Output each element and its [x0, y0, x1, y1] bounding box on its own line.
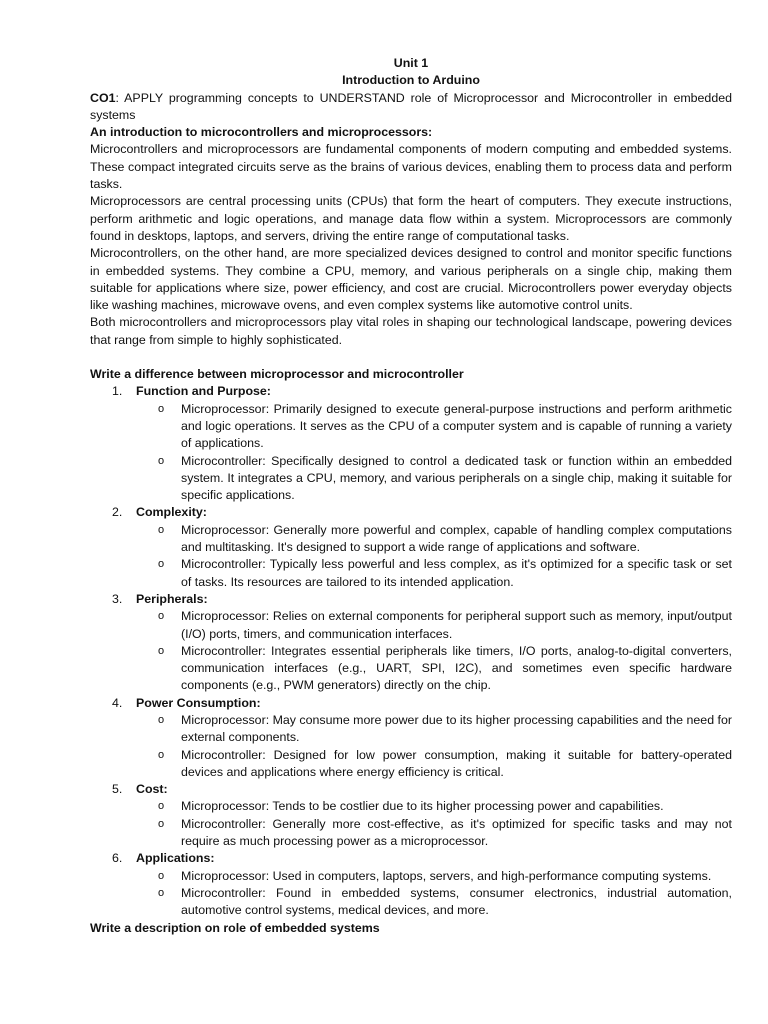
sub-list-item: [136, 885, 732, 920]
difference-list: [90, 383, 732, 919]
list-number: 5.: [112, 782, 123, 797]
sub-list-item: [136, 747, 732, 782]
sub-list-text: Microcontroller: Found in embedded systems, consumer electronics, industrial automation, automotive control systems, medical devices, and more.: [181, 885, 732, 918]
list-item-title: Complexity:: [136, 505, 207, 520]
sub-list-text: Microcontroller: Integrates essential peripherals like timers, I/O ports, analog-to-digital converters, communication interfaces (e.g., UART, SPI, I2C), and sometimes even specific hardware components (e.g., PWM generators) directly on the chip.: [181, 643, 732, 693]
sub-list-text: Microcontroller: Typically less powerful and less complex, as it's optimized for a specific task or set of tasks. Its resources are tailored to its intended application.: [181, 557, 732, 589]
difference-heading: Write a difference between microprocessor and microcontroller: [90, 367, 464, 382]
sub-list-text: Microcontroller: Specifically designed to control a dedicated task or function within an embedded system. It integrates a CPU, memory, and various peripherals on a single chip, making it suitable for specific applications.: [181, 453, 732, 503]
intro-heading: An introduction to microcontrollers and microprocessors:: [90, 125, 433, 140]
embedded-systems-heading: Write a description on role of embedded systems: [90, 920, 380, 935]
sub-list: [136, 522, 732, 591]
list-item-title: Applications:: [136, 851, 215, 866]
list-item-title: Function and Purpose:: [136, 384, 271, 399]
intro-paragraph: Microcontrollers, on the other hand, are more specialized devices designed to control and monitor specific functions in embedded systems. They combine a CPU, memory, and various peripherals on a single chip, making them suitable for applications where size, power efficiency, and cost are crucial. Microcontrollers power everyday objects like washing machines, microwave ovens, and even complex systems like automotive control units.: [90, 246, 732, 313]
bullet-icon: o: [158, 610, 165, 623]
list-number: 1.: [112, 384, 123, 399]
sub-list-text: Microprocessor: May consume more power due to its higher processing capabilities and the need for external components.: [181, 712, 732, 745]
list-item: [90, 383, 732, 504]
sub-list-text: Microprocessor: Generally more powerful and complex, capable of handling complex computations and multitasking. It's designed to support a wide range of applications and software.: [181, 522, 732, 555]
sub-list-item: [136, 453, 732, 505]
sub-list-text: Microprocessor: Tends to be costlier due to its higher processing power and capabilities.: [181, 799, 664, 814]
bullet-icon: o: [158, 558, 165, 571]
sub-list: [136, 798, 732, 850]
sub-list-text: Microprocessor: Used in computers, laptops, servers, and high-performance computing systems.: [181, 868, 712, 883]
intro-paragraph: Both microcontrollers and microprocessors play vital roles in shaping our technological landscape, powering devices that range from simple to highly sophisticated.: [90, 315, 732, 347]
sub-list-item: [136, 816, 732, 851]
bullet-icon: o: [158, 523, 165, 536]
sub-list: [136, 401, 732, 505]
sub-list-item: [136, 401, 732, 453]
bullet-icon: o: [158, 454, 165, 467]
sub-list: [136, 608, 732, 694]
list-item: [90, 591, 732, 695]
list-item-title: Cost:: [136, 782, 168, 797]
sub-list-item: [136, 556, 732, 591]
list-item-title: Power Consumption:: [136, 695, 261, 710]
sub-list-item: [136, 643, 732, 695]
sub-list: [136, 712, 732, 781]
bullet-icon: o: [158, 817, 165, 830]
list-number: 6.: [112, 851, 123, 866]
spacer: [90, 349, 732, 366]
bullet-icon: o: [158, 644, 165, 657]
sub-list-item: [136, 712, 732, 747]
sub-list-text: Microprocessor: Relies on external components for peripheral support such as memory, input/output (I/O) ports, timers, and communication interfaces.: [181, 609, 732, 641]
sub-list-item: [136, 868, 732, 885]
intro-paragraph: Microcontrollers and microprocessors are fundamental components of modern computing and embedded systems. These compact integrated circuits serve as the brains of various devices, enabling them to process data and perform tasks.: [90, 142, 732, 192]
bullet-icon: o: [158, 402, 165, 415]
sub-list-text: Microcontroller: Designed for low power consumption, making it suitable for battery-operated devices and applications where energy efficiency is critical.: [181, 747, 732, 779]
list-number: 3.: [112, 591, 123, 606]
bullet-icon: o: [158, 800, 165, 813]
bullet-icon: o: [158, 748, 165, 761]
list-number: 2.: [112, 505, 123, 520]
course-outcome: [90, 90, 732, 125]
bullet-icon: o: [158, 869, 165, 882]
bullet-icon: o: [158, 886, 165, 899]
list-item: [90, 850, 732, 919]
sub-list-text: Microprocessor: Primarily designed to execute general-purpose instructions and perform arithmetic and logic operations. It serves as the CPU of a computer system and is capable of running a variety of applications.: [181, 401, 732, 451]
list-item: [90, 695, 732, 781]
sub-list-item: [136, 522, 732, 557]
sub-list-item: [136, 798, 732, 815]
page-title: Introduction to Arduino: [342, 73, 480, 88]
list-item-title: Peripherals:: [136, 591, 208, 606]
list-item: [90, 504, 732, 590]
sub-list: [136, 868, 732, 920]
list-number: 4.: [112, 695, 123, 710]
sub-list-text: Microcontroller: Generally more cost-effective, as it's optimized for specific tasks and may not require as much processing power as a microprocessor.: [181, 816, 732, 849]
course-outcome-text: : APPLY programming concepts to UNDERSTAND role of Microprocessor and Microcontroller in embedded systems: [90, 90, 732, 122]
bullet-icon: o: [158, 713, 165, 726]
unit-label: Unit 1: [393, 56, 429, 70]
intro-paragraph: Microprocessors are central processing units (CPUs) that form the heart of computers. They execute instructions, perform arithmetic and logic operations, and manage data flow within a system. Microprocessors are commonly found in desktops, laptops, and servers, driving the entire range of computational tasks.: [90, 194, 732, 243]
course-outcome-label: CO1: [90, 90, 116, 105]
list-item: [90, 781, 732, 850]
sub-list-item: [136, 608, 732, 643]
